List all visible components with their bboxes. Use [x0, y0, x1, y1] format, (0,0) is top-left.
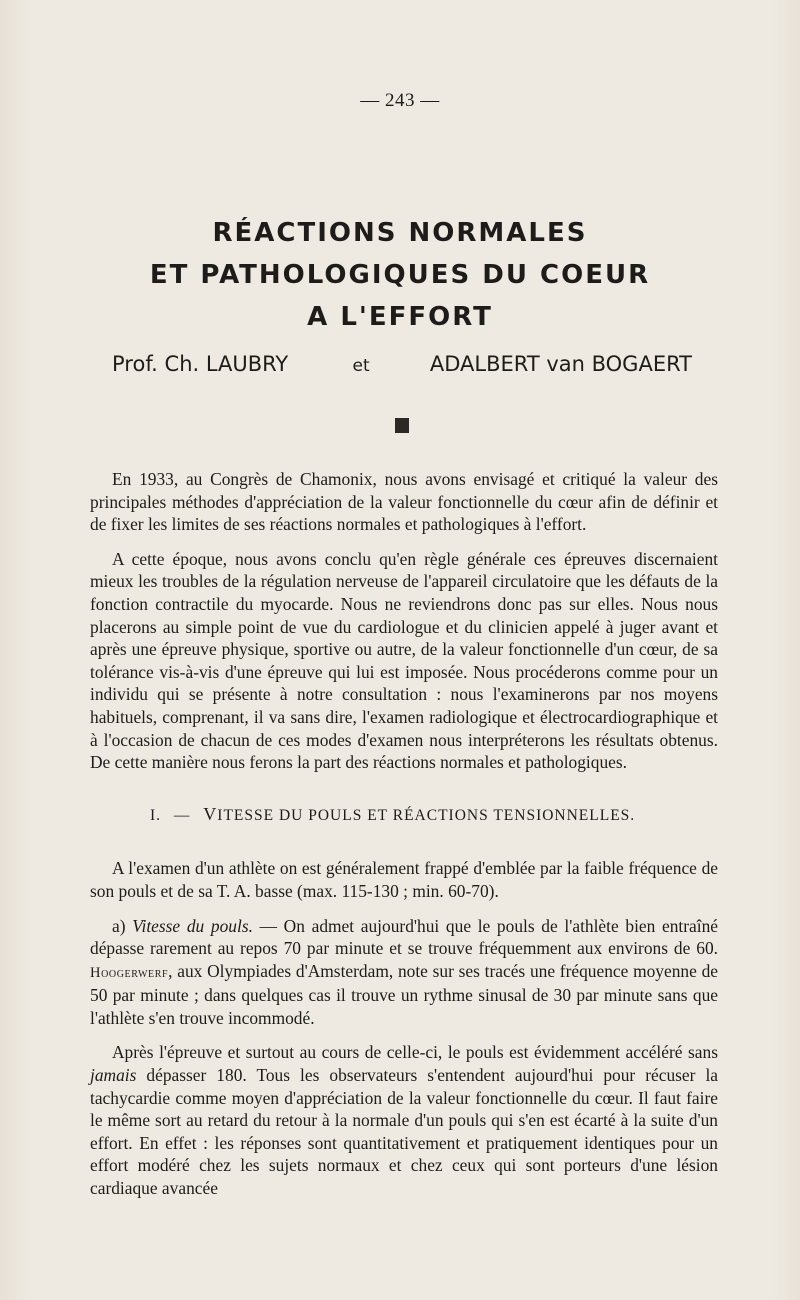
author-conjunction: et: [352, 356, 370, 376]
paragraph-1: En 1933, au Congrès de Chamonix, nous avons envisagé et critiqué la valeur des principales méthodes d'appréciation de la valeur fonctionnelle du cœur afin de définir et de fixer les limites de ses réactions normales et pathologiques à l'effort.: [90, 469, 718, 535]
section-dash: —: [173, 806, 191, 824]
title-line-2: ET PATHOLOGIQUES DU COEUR: [149, 260, 651, 290]
paragraph-5-italic: jamais: [90, 1065, 137, 1086]
article-body: [90, 468, 718, 1200]
authors-line: [112, 352, 692, 376]
section-heading: [90, 803, 718, 828]
page-number: — 243 —: [360, 90, 440, 111]
article-title: [0, 212, 800, 338]
paragraph-5-text-a: Après l'épreuve et surtout au cours de celle-ci, le pouls est évidemment accéléré sans: [112, 1042, 718, 1063]
paragraph-5: [90, 1041, 718, 1199]
black-square-ornament-icon: [395, 418, 409, 433]
title-line-1: RÉACTIONS NORMALES: [212, 218, 588, 248]
paragraph-2: A cette époque, nous avons conclu qu'en règle générale ces épreuves discernaient mieux les troubles de la régulation nerveuse de l'appareil circulatoire que les défauts de la fonction contractile du myocarde. Nous ne reviendrons donc pas sur elles. Nous nous placerons au simple point de vue du cardiologue et du clinicien appelé à juger avant et après une épreuve physique, sportive ou autre, de la valeur fonctionnelle d'un cœur, de sa tolérance vis-à-vis d'une épreuve qui lui est imposée. Nous procéderons comme pour un individu qui se présente à notre consultation : nous l'examinerons par nos moyens habituels, comprenant, il va sans dire, l'examen radiologique et électrocardiographique et à l'occasion de chacun de ces modes d'examen nous interpréterons les résultats obtenus. De cette manière nous ferons la part des réactions normales et pathologiques.: [90, 548, 718, 773]
paragraph-4: [90, 915, 718, 1030]
section-title-rest: ITESSE DU POULS ET RÉACTIONS TENSIONNELLES.: [217, 806, 636, 824]
paragraph-4-italic: Vitesse du pouls.: [132, 915, 253, 936]
paragraph-4-text-a: — On admet aujourd'hui que le pouls de l'athlète bien entraîné dépasse rarement au repos 70 par minute et se trouve fréquemment aux environs de 60.: [90, 915, 718, 959]
paragraph-5-text-b: dépasser 180. Tous les observateurs s'entendent aujourd'hui pour récuser la tachycardie comme moyen d'appréciation de la valeur fonctionnelle du cœur. Il faut faire le même sort au retard du retour à la normale d'un pouls qui s'en est écarté à la suite d'un effort. En effet : les réponses sont quantitativement et pratiquement identiques pour un effort modéré chez les sujets normaux et chez ceux qui sont porteurs d'une lésion cardiaque avancée: [90, 1065, 718, 1199]
section-first-letter: V: [203, 803, 218, 824]
paragraph-4-text-b: , aux Olympiades d'Amsterdam, note sur ses tracés une fréquence moyenne de 50 par minute ; dans quelques cas il trouve un rythme sinusal de 30 par minute sans que l'athlète s'en trouve incommodé.: [90, 960, 718, 1028]
title-line-3: A L'EFFORT: [307, 302, 493, 332]
author-first: Prof. Ch. LAUBRY: [112, 352, 289, 376]
section-number: I.: [150, 806, 162, 824]
paragraph-4-label: a): [112, 915, 133, 936]
paragraph-3: A l'examen d'un athlète on est généralement frappé d'emblée par la faible fréquence de son pouls et de sa T. A. basse (max. 115-130 ; min. 60-70).: [90, 858, 718, 901]
author-second: ADALBERT van BOGAERT: [429, 352, 692, 376]
cited-author: Hoogerwerf: [90, 964, 169, 981]
